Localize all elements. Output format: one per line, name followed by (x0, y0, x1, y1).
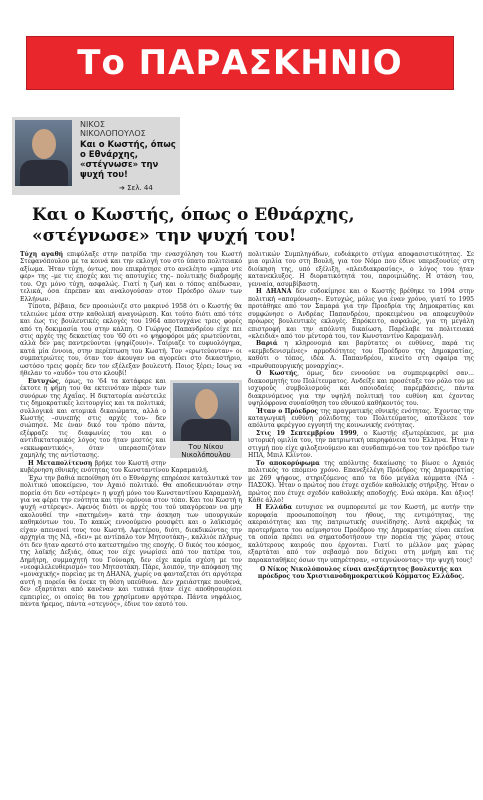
teaser-author (80, 120, 146, 138)
teaser-page-ref: ➔ Σελ. 44 (119, 184, 153, 192)
paragraph: Στις 19 Σεπτεμβρίου 1999, ο Κωστής εξωτερίκευσε, με μια ιστορική ομιλία του, την πατριωτική υπερηφάνεια του Έλληνα. Ήταν η στιγμή που είχε φιλοξενούμενο και συνδαπυμό-να του τον πρόεδρο των ΗΠΑ, Μπιλ Κλίντον. (248, 429, 474, 460)
article-column-right (248, 251, 474, 581)
author-last-name: ΝΙΚΟΛΟΠΟΥΛΟΣ (80, 129, 146, 138)
inset-photo-box (170, 380, 242, 458)
newspaper-masthead (26, 36, 454, 90)
paragraph: Βαριά η κληρονομιά και βαρύτατες οι ευθύνες, παρά τις «κεμβεδενισμένες» αρμοδιότητες του Προέδρου της Δημοκρατίας, καθότι ο τόπος, ιδέα Α. Παπανδρέου, κινείτο στη σφαίρα της «πρωθυπουργικής μοναρχίας». (248, 340, 474, 370)
author-photo (15, 120, 72, 186)
paragraph: Η ΔΗΑΝΑ δεν ευδοκίμησε και ο Κωστής βρέθηκε το 1994 στην πολιτική «απομόνωση». Ευτυχώς, μόλις για έναν χρόνο, γιατί το 1995 προτάθηκε από τον Σαμαρά για την Προεδρία της Δημοκρατίας και συμφώνησε ο Ανδρέας Παπανδρέου, προκειμένου να αποφευχθούν πρόωρες βουλευτικές εκλογές. Επρόκειτο, ασφαλώς, για τη μεγάλη επιστροφή και την απόλυτη δικαίωση. Παρέλαβε τα πολιτειακά «κλειδιά» από τον μέντορά του, τον Κωνσταντίνο Καραμανλή. (248, 288, 474, 340)
author-first-name: ΝΙΚΟΣ (80, 120, 105, 129)
article-title: Και ο Κωστής, όπως ο Εθνάρχης, «στέγνωσε» την ψυχή του! (32, 205, 355, 246)
teaser-headline: Και ο Κωστής, όπως ο Εθνάρχης, «στέγνωσε» την ψυχή του! (80, 140, 176, 180)
paragraph: Ο Κωστής, όμως, δεν εννοούσε να συμπεριφερθεί σαν... διακοσμητής του Πολίτευματος. Ανδείξε και προσέταξε τον ρόλο του με ισχυρούς συμβολισμούς και οποιοδαίες παρεμβάσεις, πάντα διακρινόμενος για την υψηλή πολιτική του ευθύνη και έχοντας υψηλόφρονα συναίσθηση του εθνικού καθήκοντός του. (248, 370, 474, 408)
paragraph: Έχω την βαθιά πεποίθηση ότι ο Εθνάρχης επηρέασε καταλυτικά τον πολιτικό υποκείμενο, τον Αχαιό πολιτικό. Θα αποδεικνυόταν στην πορεία ότι δεν «στέρεψε» η ψυχή μόνο του Κωνσταντίνου Καραμανλή, για να φέρει την ενότητα και την ομόνοια στον τόπο. Και του Κωστή η ψυχή «στέρεψε». Αφενός διότι οι αρχές του τού υπαγόρευαν να μην ακολουθεί την «πατημένη» κατά την άσκηση των υπουργικών καθηκόντων του. Το κακώς εννοούμενο ρουσφέτι και ο λαϊκισμός είχαν απενανεί τους του Κωστή. Αφετέρου, διότι, διεκδικώντας την αρχηγία της ΝΔ, «δεν» με αντίπαλο τον Μητσοτάκη–, καλλιόε πλήρως ότι δεν ήταν αρεστό στο κατεστημένο της εποχής. Ο δικός του κόσμος, της λαϊκής Δεξιάς, όπως τον είχε γνωρίσει από τον πατέρα του, Δημήτρη, συμμαχητή του Γούναρη, δεν είχε καμία σχέση με τον «νεοφιλελευθερισμό» του Μητσοτάκη. Πάρε, λοιπόν, την απόφαση της «μοναχικής» πορείας με τη ΔΗΑΝΑ, χωρίς να φανταζεται ότι αργότερα αυτή η πορεία θα ένεκε τη θέση υπεύθυνα. Δεν χρειάστηκε πουθενά, δεν εξαρτάται από κανέναν και τυπικά ήταν είχε αποθησαυρίσει εμπειρίες, οι οποίες θα του χρησίμευαν αργότερα. Πάντα νηφάλιος, πάντα ήρεμος, πάντα «στεγνός», έδινε τον εαυτό του. (20, 474, 242, 609)
article-column-left (20, 251, 242, 609)
paragraph: Τύχη αγαθή επιφύλαξε στην πατρίδα την ενασχόληση του Κωστή Στεφανόπουλου με τα κοινά και την εκλογή του στο ύπατο πολιτειακό αξίωμα. Ήταν τύχη, όντως, που επικράτησε στο ανελέητο «μπρα ντε φερ» της –με τις εποχές και τις αποτυχίες της– πολιτικής διαδρομής του. Οχι μόνο τύχη, ασφαλώς. Γιατί η ζωή και ο τόπος απέδωσαν, τελικά, όσα έπρεπαν και αναλογούσαν στον Πρόεδρο όλων των Ελλήνων. (20, 251, 242, 303)
author-bio-note: Ο Νίκος Νικολόπουλος είναι ανεξάρτητος βουλευτής και πρόεδρος του Χριστιανοδημοκρατικού Κόμματος Ελλάδος. (257, 566, 465, 581)
masthead-title: Το ΠΑΡΑΣΚΗΝΙΟ (77, 43, 403, 83)
pointer-arrow-icon: ➔ (119, 184, 125, 192)
paragraph: Η Μεταπολίτευση βρήκε τον Κωστή στην κυβέρνηση εθνικής ενότητας του Κωνσταντίνου Καραμανλή. (20, 459, 209, 475)
paragraph: Τίποτα, βέβαια, δεν προοιώνιζε στο μακρινό 1958 ότι ο Κωστής θα τελειώνε μέσα στην καθολική αναγνώριση. Και τούτο διότι από τότε και έως τις βουλευτικές εκλογές του 1964 αποτυγχάνε τρεις φορές από τη δοκιμασία του στην κάλπη. Ο Γιώργος Παπανδρέου είχε πει στις αρχές της δεκαετίας του '60 ότι «ο ψηφοφόροι μάς ερωτεύονται, αλλά δεν μας παντρεύονται (ψηφίζουν)». Ταίριαζε το ευφυολόγημα, κατά μία έννοια, στην περίπτωση του Κωστή. Τον «ερωτεύονταν» οι συμπατριώτες του, όταν τον άκουγαν να αγορεύει στο δικαστήριο, ωστόσο τρεις φορές δεν τον εξέλεξαν βουλευτή. Ποιος ξέρει; Ισως να ήθελαν το «αυδό» του στο κλουβί! (20, 303, 242, 378)
photo-caption: Του Νίκου Νικολόπουλου (181, 442, 231, 459)
paragraph: Ευτυχώς, όμως, το '64 τα κατάφερε και έκτοτε η φήμη του θα εκτεινόταν πέραν των συνόρων της Αχαΐας. Η δικτατορία ανέστειλε τις δημοκρατικές λειτουργίες και τα πολιτικά, συλλογικά και ατομικά δικαιώματα, αλλά ο Κωστής –συνεπής στις αρχές του– δεν σιώπησε. Με έναν δικό του τρόπο πάντα, εξέφραζε τις διαφωνίες του και ο αντιδικτατορικός λόγος του ήταν μεστός και «εκκωφαντικός», όταν υπερασπιζόταν χαμηλής της αντίστασης. (20, 377, 166, 460)
paragraph: Ήταν ο Πρόεδρος της πραγματικής εθνικής ενότητας. Έχοντας την καταγωγική ευθύνη ρόλιδοτης του Πολιτεύματος, αποτέλεσε τον απόλυτα φερέγγυο εγγυητή της κοινωνικής ενότητας. (248, 407, 475, 430)
paragraph: πολιτικών Συμπληγάδων, ευδιάκριτο στίγμα αποφασιστικότητας. Σε μια ομιλία του στη Βουλή, για τον Νόμο που έδινε υπερεξουσίες στη διοίκηση της, υπό εξέλιξη, «πλειδιακρασίας», ο λόγος του ήταν κατανεκλυξος. Η διορατικότητά του, παροιμιώδης. Η στάση του, γενναία, ασυμβίβαστη. (248, 251, 474, 288)
paragraph: Το αποκορύφωμα της απόλυτης δικαίωσης το βίωσε ο Αχαιός πολιτικός το επόμενο χρόνο. Επανεξελέγη Πρόεδρος της Δημοκρατίας με 269 ψήφους, στηριζόμενος από τα δύο μεγάλα κόμματα (ΝΔ - ΠΑΣΟΚ). Ήταν ο πρώτος που έτυχε σχεδόν καθολικής στήριξης. Ήταν ο πρώτος που έτυχε σχεδόν καθολικής αποδοχής. Ενώ ακόμα. Και άξιος! Κάθε άλλο! (248, 459, 474, 504)
paragraph: Η Ελλάδα ευτυχισε να συμπορευτεί με τον Κωστή, με αυτήν την κορυφαία προσωποποίηση του ήθους, της εντιμότητας, της ακεραιότητας και της πατριωτικής συνείδησης. Αυτά ακριβώς τα προτερήματα του αείμνηστου Προέδρου της Δημοκρατίας είναι εκείνα τα οποία πρέπει να σηματοδοτήσουν την πορεία της χώρας στους καλύτερους καιρούς που έρχονται. Γιατί το μέλλον μας χώρας εξαρτάται από τον σεβασμό που δείχνει στη μνήμη και τις παρακαταθήκες όσων την υπηρέτησαν, «στεγνώνοντας» την ψυχή τους! (248, 504, 474, 564)
author-photo (173, 383, 239, 441)
front-page-teaser (12, 117, 180, 195)
